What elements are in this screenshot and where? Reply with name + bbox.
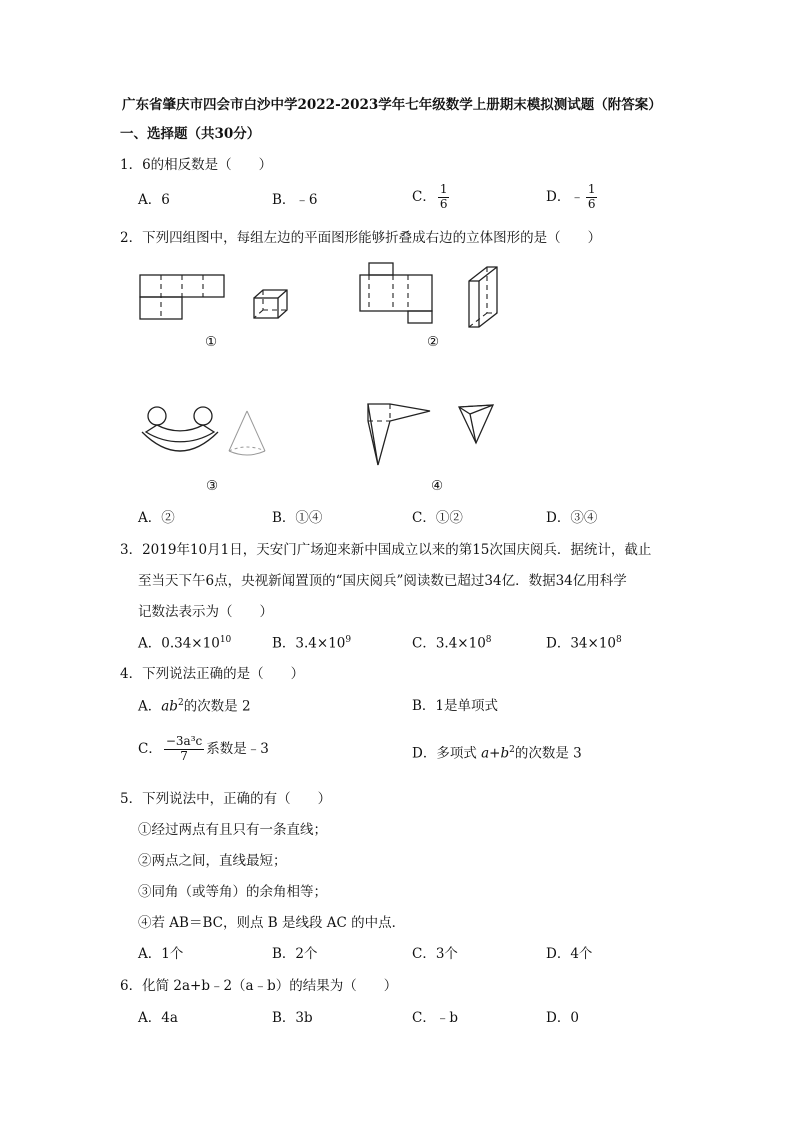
question-1-option-b: B．﹣6 [272, 192, 318, 208]
fraction: $\frac{\text{−3a³c}}{7}$ [165, 734, 203, 763]
fraction: $\frac{1}{6}$ [587, 182, 596, 211]
figure-label-3: ③ [206, 478, 219, 494]
figure-3-cone [229, 411, 265, 455]
document-title: 广东省肇庆市四会市白沙中学2022-2023学年七年级数学上册期末模拟测试题（附答案） [122, 97, 662, 113]
figure-4-net [368, 404, 430, 465]
question-1-option-c: C． $\frac{1}{6}$ [412, 182, 448, 211]
question-5-stem: 5．下列说法中，正确的有（ ） [120, 791, 332, 807]
question-5-option-c: C．3个 [412, 946, 458, 962]
question-5-option-d: D．4个 [546, 946, 593, 962]
question-6-option-b: B．3b [272, 1010, 313, 1026]
figure-label-1: ① [205, 334, 218, 350]
question-1-option-a: A．6 [138, 192, 170, 208]
question-4-stem: 4．下列说法正确的是（ ） [120, 666, 305, 682]
section-heading: 一、选择题（共30分） [120, 126, 261, 142]
figure-label-4: ④ [431, 478, 444, 494]
question-1-stem: 1．6的相反数是（ ） [120, 157, 273, 173]
fraction: $\frac{1}{6}$ [439, 182, 448, 211]
question-6-option-d: D．0 [546, 1010, 579, 1026]
figure-2-net [360, 263, 432, 323]
question-3-stem-line2: 至当天下午6点，央视新闻置顶的“国庆阅兵”阅读数已超过34亿．数据34亿用科学 [138, 573, 627, 589]
question-5-option-b: B．2个 [272, 946, 318, 962]
question-3-stem-line1: 3．2019年10月1日，天安门广场迎来新中国成立以来的第15次国庆阅兵．据统计，截止 [120, 542, 652, 558]
figure-2-prism [469, 267, 497, 327]
figure-label-2: ② [427, 334, 440, 350]
question-4-option-a: A．$ab^2$的次数是 2 [138, 698, 251, 715]
question-6-option-a: A．4a [138, 1010, 178, 1026]
question-5-statement-2: ②两点之间，直线最短； [138, 853, 287, 869]
question-4-option-c: C． $\frac{\text{−3a³c}}{7}$ 系数是﹣3 [138, 734, 269, 763]
question-3-option-c: C．$3.4\times 10^8$ [412, 635, 492, 652]
figure-3-net [142, 407, 218, 451]
question-3-option-a: A．$0.34\times 10^{10}$ [138, 635, 232, 652]
question-2-stem: 2．下列四组图中，每组左边的平面图形能够折叠成右边的立体图形的是（ ） [120, 230, 602, 246]
question-5-option-a: A．1个 [138, 946, 184, 962]
question-5-statement-3: ③同角（或等角）的余角相等； [138, 884, 327, 900]
question-4-option-d: D．多项式 $a+b^2$的次数是 3 [412, 745, 582, 762]
question-3-option-d: D．$34\times 10^8$ [546, 635, 622, 652]
question-2-option-c: C．①② [412, 510, 463, 526]
question-1-option-d: D．﹣ $\frac{1}{6}$ [546, 182, 596, 211]
question-2-option-d: D．③④ [546, 510, 598, 526]
figure-4-pyramid [459, 405, 493, 443]
figure-1-net [140, 275, 224, 319]
question-5-statement-4: ④若 AB＝BC，则点 B 是线段 AC 的中点． [138, 915, 406, 931]
figure-1-cube [254, 290, 287, 318]
question-2-option-b: B．①④ [272, 510, 323, 526]
question-6-stem: 6．化简 2a+b﹣2（a﹣b）的结果为（ ） [120, 978, 398, 994]
question-2-option-a: A．② [138, 510, 175, 526]
question-6-option-c: C．﹣b [412, 1010, 458, 1026]
question-3-stem-line3: 记数法表示为（ ） [138, 604, 273, 620]
question-5-statement-1: ①经过两点有且只有一条直线； [138, 822, 327, 838]
question-3-option-b: B．$3.4\times 10^9$ [272, 635, 352, 652]
question-4-option-b: B．1是单项式 [412, 698, 499, 714]
